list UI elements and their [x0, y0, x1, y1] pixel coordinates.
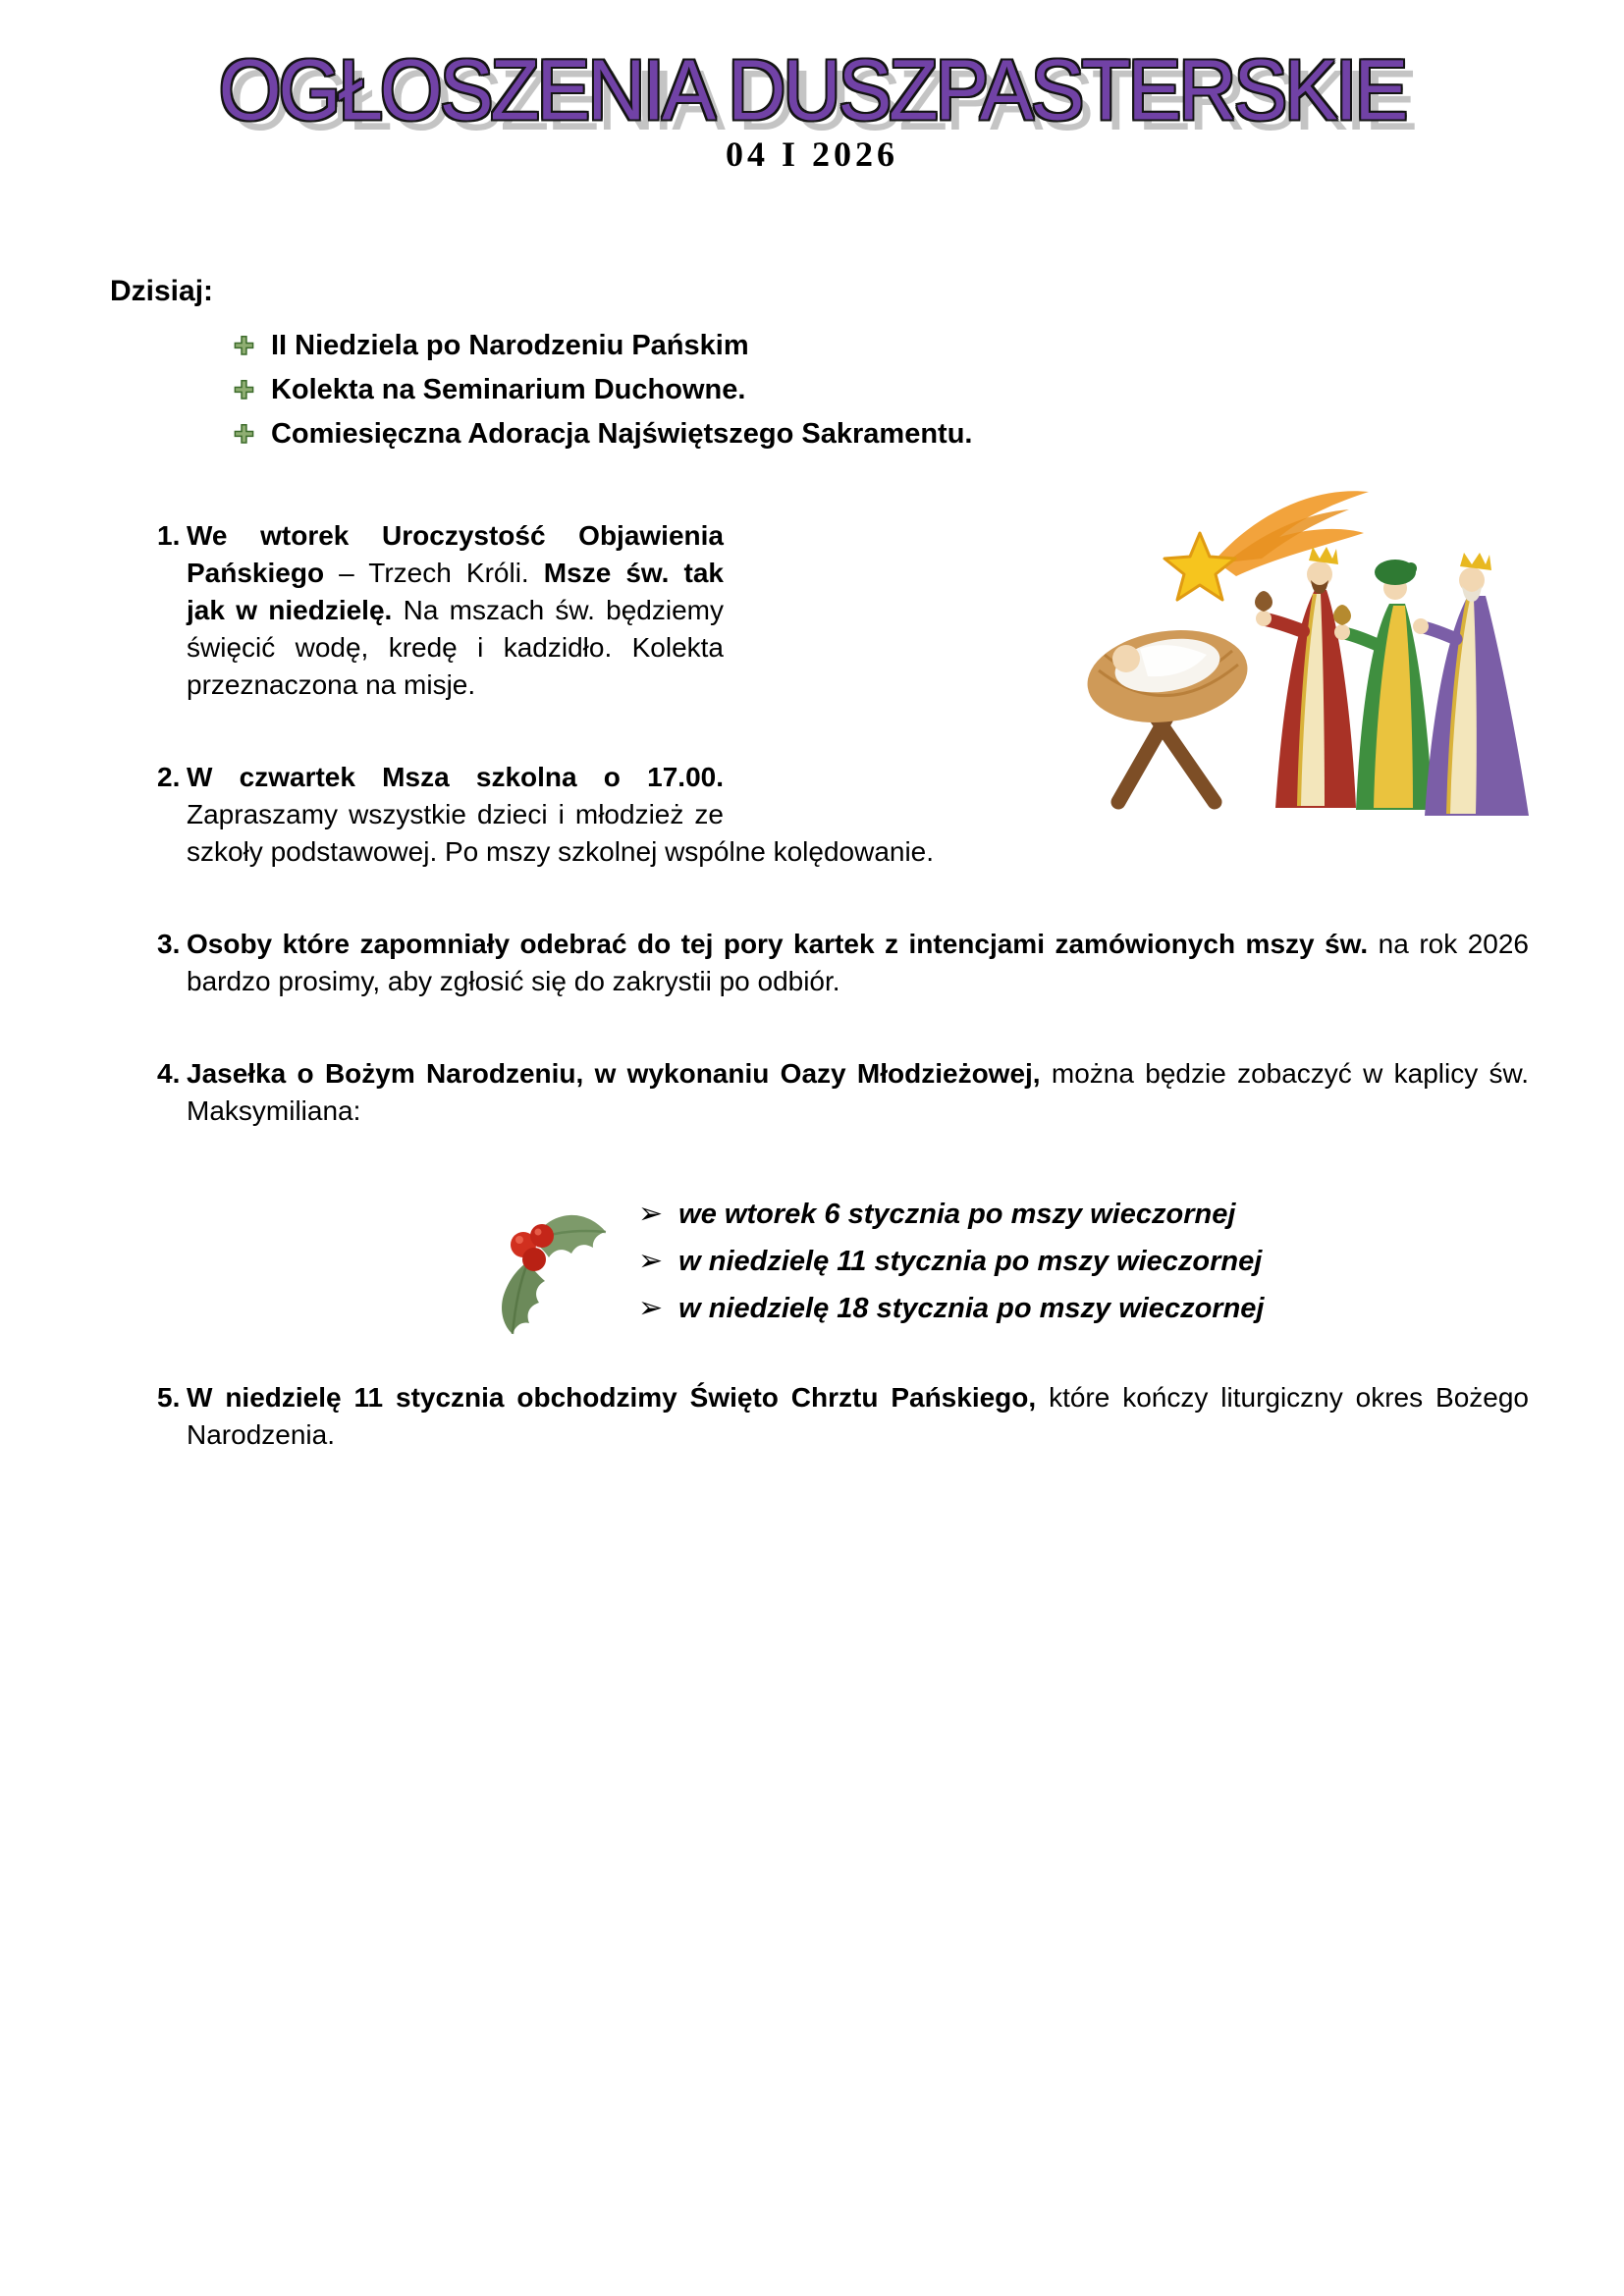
announcement-item — [157, 517, 1529, 704]
announcement-text: na rok 2026 bardzo prosimy, aby zgłosić się do zakrystii po odbiór. — [187, 929, 1529, 997]
today-item-text: Kolekta na Seminarium Duchowne. — [270, 374, 746, 406]
arrow-bullet-icon: ➢ — [638, 1197, 664, 1232]
today-item-text: II Niedziela po Narodzeniu Pańskim — [270, 330, 749, 362]
announcement-text: Msze św. tak jak w niedzielę. — [187, 558, 724, 626]
today-item — [234, 368, 1529, 412]
arrow-bullet-icon: ➢ — [638, 1244, 664, 1279]
today-list — [234, 324, 1529, 456]
announcement-text: które kończy liturgiczny okres Bożego Narodzenia. — [187, 1382, 1529, 1451]
item-number: 4. — [157, 1058, 181, 1090]
page-title: OGŁOSZENIA DUSZPASTERSKIE — [218, 43, 1406, 138]
announcement-text: We wtorek Uroczystość Objawienia Pańskiego — [187, 520, 724, 589]
jaselka-item-text: w niedzielę 18 stycznia po mszy wieczornej — [678, 1293, 1265, 1325]
announcement-item — [157, 1055, 1529, 1130]
date-line: 04 I 2026 — [725, 134, 898, 175]
document-header — [0, 0, 1624, 175]
cross-bullet-icon: ✚ — [234, 332, 254, 361]
announcement-text: – Trzech Króli. — [324, 558, 544, 589]
item-number: 1. — [157, 520, 181, 552]
announcement-item — [157, 759, 1529, 871]
jaselka-item-text: we wtorek 6 stycznia po mszy wieczornej — [678, 1199, 1236, 1231]
jaselka-schedule — [471, 1185, 1529, 1336]
item-number: 5. — [157, 1382, 181, 1414]
jaselka-item-list — [638, 1191, 1264, 1332]
announcement-text: Zapraszamy wszystkie dzieci i młodzież ze szkoły podstawowej. Po mszy szkolnej wspólne kolędowanie. — [187, 799, 935, 868]
announcement-text: W niedzielę 11 stycznia obchodzimy Święto Chrztu Pańskiego, — [187, 1382, 1037, 1414]
announcement-text: Na mszach św. będziemy święcić wodę, kredę i kadzidło. Kolekta przeznaczona na misje. — [187, 595, 724, 701]
cross-bullet-icon: ✚ — [234, 376, 254, 405]
jaselka-item-text: w niedzielę 11 stycznia po mszy wieczornej — [678, 1246, 1263, 1278]
announcement-text: W czwartek Msza szkolna o 17.00. — [187, 762, 724, 793]
announcement-item — [157, 1379, 1529, 1454]
announcement-text: Jasełka o Bożym Narodzeniu, w wykonaniu Oazy Młodzieżowej, — [187, 1058, 1041, 1090]
item-number: 3. — [157, 929, 181, 960]
today-item — [234, 324, 1529, 368]
today-item — [234, 412, 1529, 456]
today-item-text: Comiesięczna Adoracja Najświętszego Sakramentu. — [270, 418, 973, 451]
announcement-list — [157, 517, 1529, 1454]
item-number: 2. — [157, 762, 181, 793]
arrow-bullet-icon: ➢ — [638, 1291, 664, 1326]
cross-bullet-icon: ✚ — [234, 420, 254, 450]
announcement-item — [157, 926, 1529, 1000]
holly-sprig-image — [471, 1189, 619, 1336]
jaselka-item — [638, 1238, 1264, 1285]
document-body — [0, 275, 1624, 1454]
today-heading: Dzisiaj: — [110, 275, 214, 308]
jaselka-item — [638, 1191, 1264, 1238]
announcement-text: Osoby które zapomniały odebrać do tej pory kartek z intencjami zamówionych mszy św. — [187, 929, 1369, 960]
announcement-text: można będzie zobaczyć w kaplicy św. Maksymiliana: — [187, 1058, 1529, 1127]
jaselka-item — [638, 1285, 1264, 1332]
